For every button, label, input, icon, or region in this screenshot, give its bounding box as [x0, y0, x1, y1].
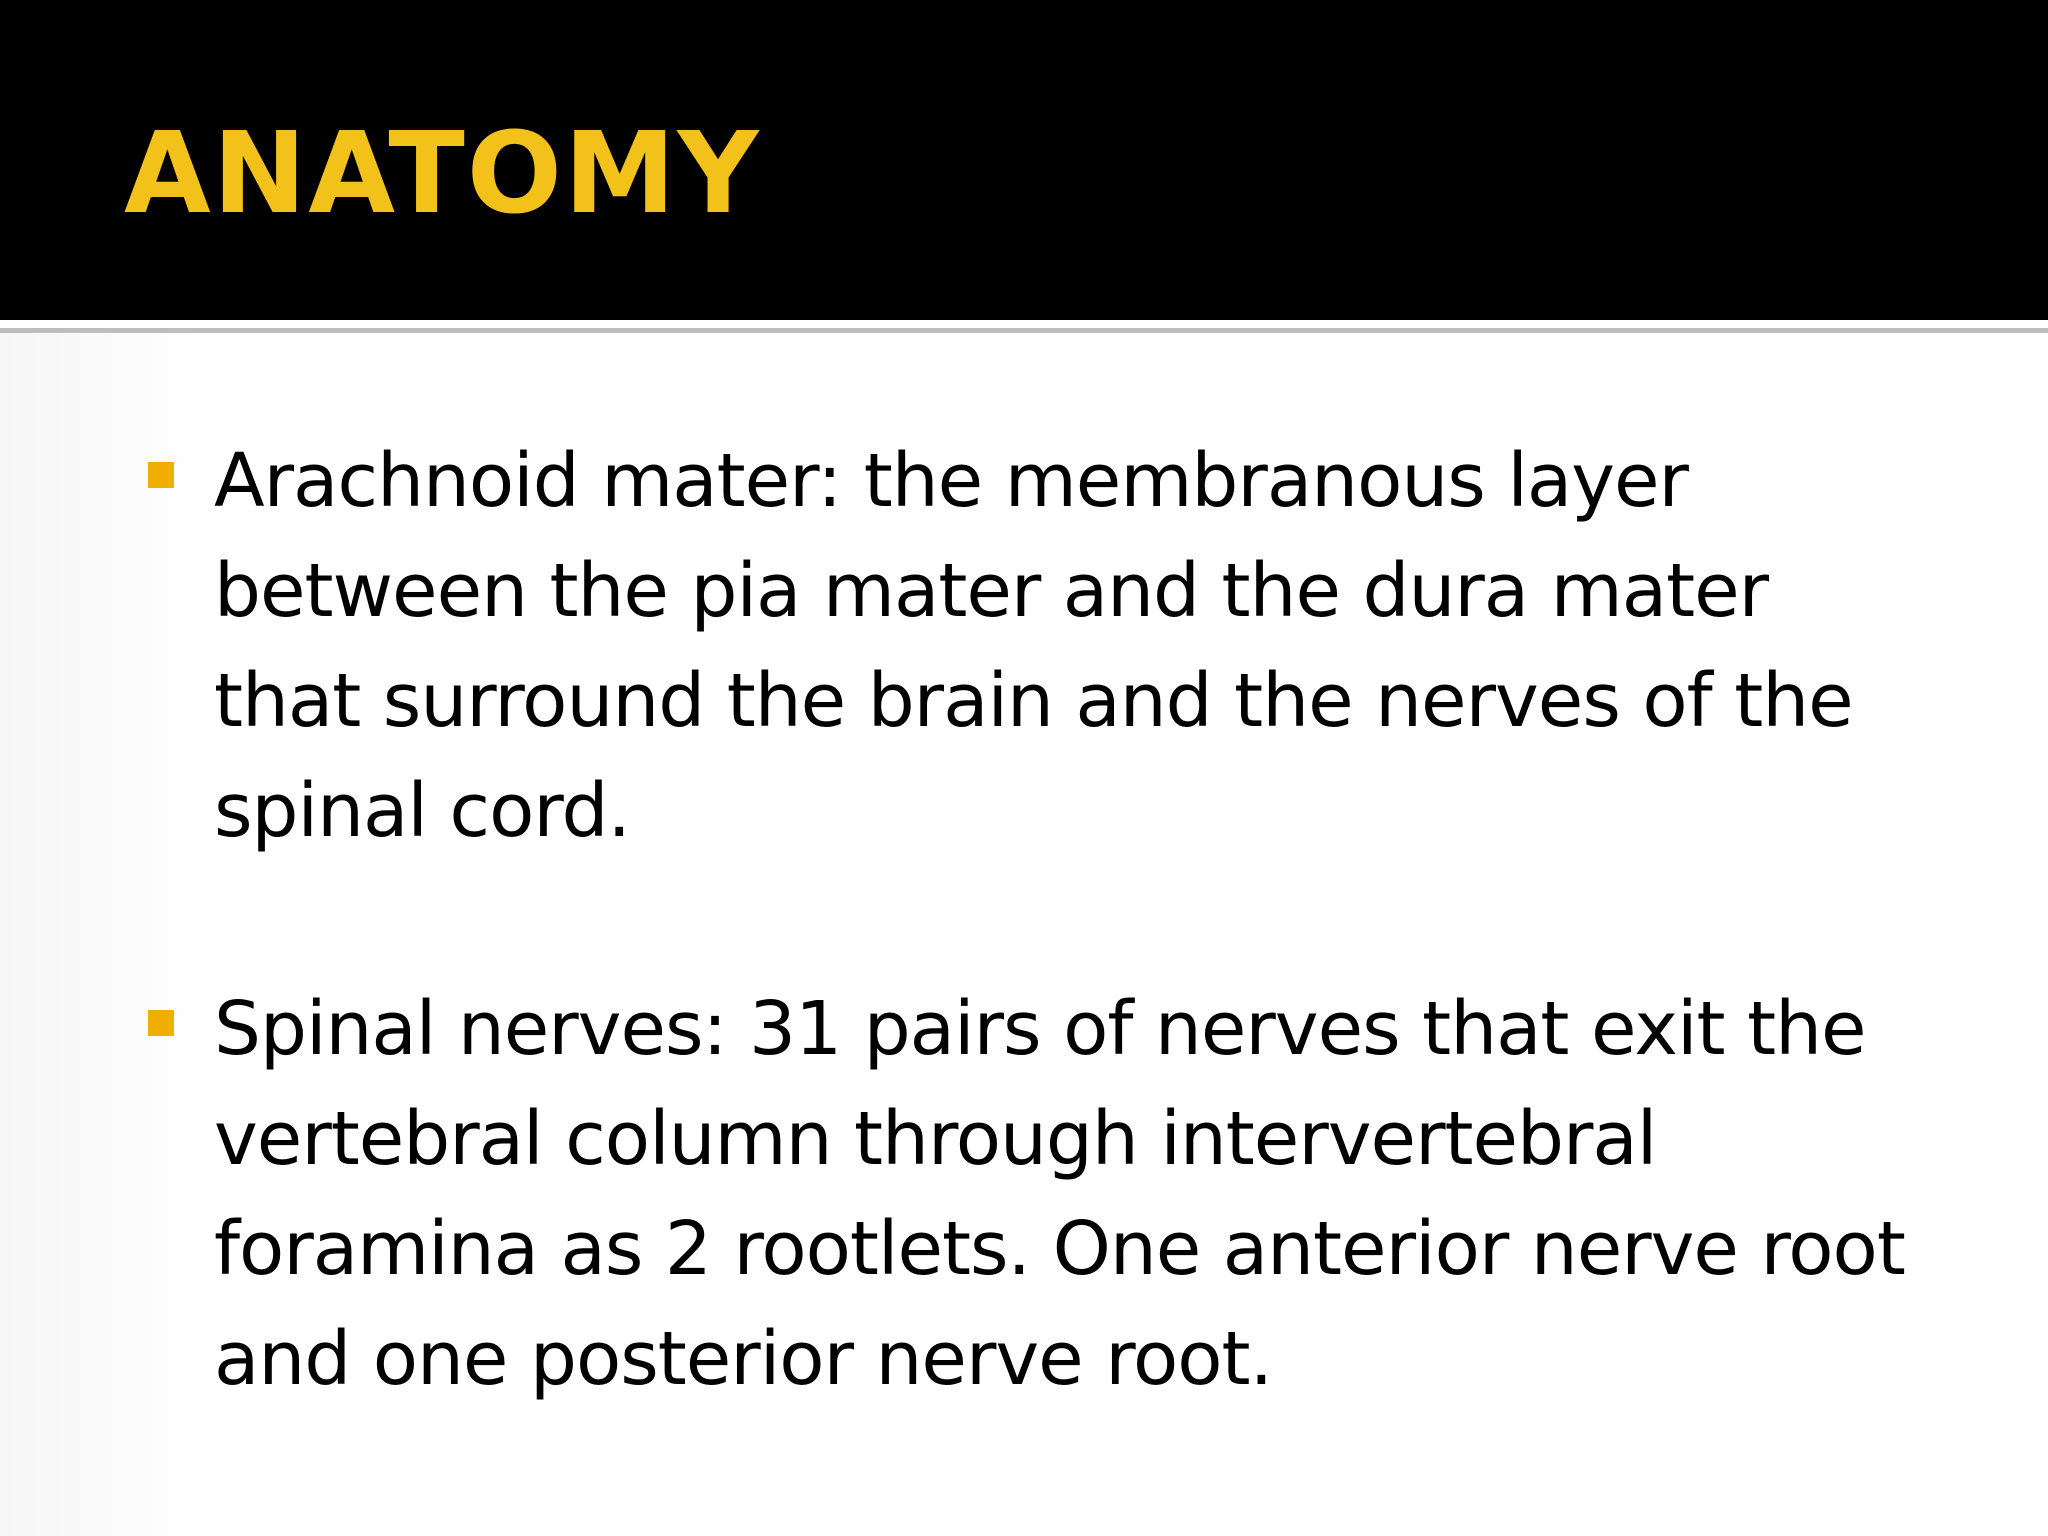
slide-title: ANATOMY: [124, 109, 761, 239]
bullet-text: Arachnoid mater: the membranous layer between the pia mater and the dura mater that surround the brain and the nerves of the spinal cord.: [214, 438, 1853, 854]
bullet-text: Spinal nerves: 31 pairs of nerves that exit the vertebral column through intervertebral foramina as 2 rootlets. One anterior nerve root and one posterior nerve root.: [214, 986, 1905, 1402]
square-bullet-icon: [148, 462, 174, 488]
slide-content: [0, 333, 2048, 1536]
title-bar: [0, 0, 2048, 320]
square-bullet-icon: [148, 1010, 174, 1036]
